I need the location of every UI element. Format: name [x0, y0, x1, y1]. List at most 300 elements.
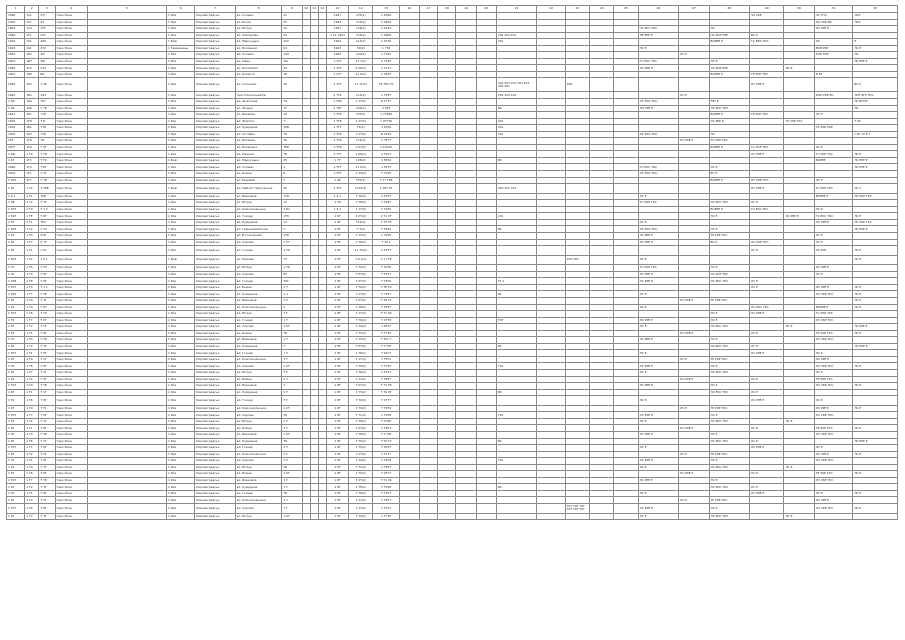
table-cell: 1 ТТТ — [326, 184, 348, 194]
table-cell: 1 Т0 — [7, 337, 25, 344]
table-cell: ЛС Е — [814, 370, 852, 377]
table-cell: ЛС Е — [814, 271, 852, 278]
table-cell: 1002 — [7, 19, 25, 26]
table-cell: 1 Ров — [166, 105, 194, 112]
table-cell: 203 203 — [565, 255, 589, 265]
table-cell: Герк Рона — [55, 304, 87, 311]
table-cell: Кировоградськ — [195, 317, 236, 324]
table-cell: 1 6Т — [7, 184, 25, 194]
table-cell: 1 Т0 — [7, 271, 25, 278]
table-cell: 1 Т — [282, 418, 302, 425]
table-cell — [679, 184, 709, 194]
table-cell: 1 Т5(2) — [349, 337, 373, 344]
table-cell: ЛС Е — [750, 438, 784, 445]
table-cell: ЛЕ ЕРЕ Е — [638, 32, 679, 39]
table-cell: 1 Т1 — [25, 389, 39, 396]
table-cell: 1 Т0 — [25, 233, 39, 240]
table-row — [7, 184, 898, 194]
column-header: 30 — [784, 6, 814, 13]
table-cell: 1 Т9(2) — [349, 458, 373, 465]
table-cell: 1Т8 — [25, 144, 39, 151]
table-cell: 406 — [39, 39, 55, 46]
table-cell: вл. Сирічик — [235, 324, 282, 331]
table-cell: 1 29(2) — [349, 171, 373, 178]
table-cell: Т2Т(2) — [349, 112, 373, 119]
table-cell: 1 Ров — [166, 396, 194, 406]
table-cell: ЛС РРЕ Е — [750, 151, 784, 158]
table-cell: 1 Т — [282, 389, 302, 396]
table-cell: ЛС ЕКС ТКС — [709, 105, 750, 112]
table-cell — [496, 513, 537, 520]
column-header: 19 — [456, 6, 476, 13]
table-cell — [318, 255, 326, 265]
table-cell: Герк Рона — [55, 324, 87, 331]
table-cell: 1 8Т — [326, 317, 348, 324]
table-cell: Кировоградськ — [195, 278, 236, 285]
table-cell: Герк Рона — [55, 490, 87, 497]
table-cell: Герк Рона — [55, 311, 87, 318]
table-cell: вл. Гончар — [235, 445, 282, 452]
table-cell: 1 8 1(2) — [349, 255, 373, 265]
table-cell: 115(2) — [349, 92, 373, 99]
table-cell: Т07 — [39, 99, 55, 106]
table-cell — [537, 78, 565, 92]
table-cell: ЛС ЕКС ТКС — [638, 99, 679, 106]
table-cell: Герк Рона — [55, 131, 87, 138]
table-cell: 1002 — [7, 39, 25, 46]
table-cell: 1 Ров — [166, 138, 194, 145]
table-cell: вл. В.Гончарний — [235, 233, 282, 240]
table-cell: Т 1Т(2) — [349, 311, 373, 318]
table-cell: 1 8Т2Т — [373, 324, 399, 331]
table-cell: вл. Бомен — [235, 284, 282, 291]
table-cell: 1 Т2 — [25, 451, 39, 458]
table-cell: Т Т0Т6 — [373, 418, 399, 425]
table-cell — [853, 396, 898, 406]
column-header: 2 — [25, 6, 39, 13]
table-cell — [456, 513, 476, 520]
table-cell — [537, 513, 565, 520]
table-cell: 1 6Т — [7, 157, 25, 164]
table-cell: 1 1Т7 — [326, 71, 348, 78]
table-cell: 1 8Т — [326, 490, 348, 497]
table-cell: 1 7Т6 — [373, 45, 399, 52]
table-cell: 1 Ров — [166, 112, 194, 119]
table-cell: 1 Ров — [166, 363, 194, 370]
table-cell: 8Т — [282, 271, 302, 278]
table-cell: 111 — [25, 13, 39, 20]
table-body — [7, 6, 898, 520]
table-cell — [679, 513, 709, 520]
table-cell: вл. Кумрдана — [235, 484, 282, 491]
table-cell: Герк Рона — [55, 233, 87, 240]
table-cell — [399, 184, 419, 194]
column-header: 18 — [438, 6, 456, 13]
table-cell: Т Т8Т1 — [373, 425, 399, 432]
table-cell: Т ТЕ Т6 — [373, 284, 399, 291]
column-header: 31 — [814, 6, 852, 13]
table-cell: ЛС Е — [709, 337, 750, 344]
table-cell: 1 0739 — [373, 39, 399, 46]
table-cell: 1 8Т — [326, 477, 348, 484]
table-cell: ЛС Е — [709, 213, 750, 220]
table-cell: 1 Ров — [166, 92, 194, 99]
table-cell: 7 Т8 — [39, 151, 55, 158]
table-cell — [310, 78, 318, 92]
column-header: 5 — [87, 6, 166, 13]
table-cell — [537, 255, 565, 265]
table-cell: ЛС Е — [638, 513, 679, 520]
table-cell: Герк Рона — [55, 513, 87, 520]
table-cell: ЛС Т — [853, 184, 898, 194]
table-cell: Т 5Т(2) — [349, 278, 373, 285]
table-cell: Т 1 Т6Т — [373, 343, 399, 350]
table-cell: Кировоградськ — [195, 291, 236, 298]
table-cell — [438, 255, 456, 265]
table-cell: 1 Ров — [166, 239, 194, 246]
table-cell: Кировоградськ — [195, 226, 236, 233]
table-cell: Т 0Т — [39, 471, 55, 478]
table-cell: Т 1Т — [39, 513, 55, 520]
table-cell: 1 Т2 — [25, 184, 39, 194]
table-cell: 1 Т0 — [25, 271, 39, 278]
table-cell: Т 0Т — [39, 317, 55, 324]
table-cell: ЛС Е — [814, 112, 852, 119]
table-cell: 1 Ров — [166, 477, 194, 484]
table-cell: Т 0Т — [39, 376, 55, 383]
table-cell: 1 Ров — [166, 490, 194, 497]
table-cell: вл. Кімпецова — [235, 32, 282, 39]
table-cell: 1 Т0Т — [7, 477, 25, 484]
table-cell: 1 0Т(2) — [349, 213, 373, 220]
table-cell: Кировоградськ — [195, 356, 236, 363]
table-cell: Кировоградськ — [195, 138, 236, 145]
table-cell: Т 0Т7Т — [373, 471, 399, 478]
table-cell — [784, 246, 814, 256]
table-cell: 1 Ров — [166, 246, 194, 256]
table-cell: Т 0Т — [39, 330, 55, 337]
table-cell: 1 Ров — [166, 451, 194, 458]
table-cell: 1 Т8(2) — [349, 350, 373, 357]
table-cell: вл. Сирічик — [235, 412, 282, 419]
table-cell: 1 8Т — [326, 239, 348, 246]
table-cell: 1 8Т — [326, 226, 348, 233]
table-cell: Кировоградськ — [195, 484, 236, 491]
table-cell: ЛС ЕКС ТКС — [709, 343, 750, 350]
table-cell: 163 — [25, 78, 39, 92]
table-cell — [438, 78, 456, 92]
table-cell: ЛС Е — [853, 490, 898, 497]
column-header: 4 — [55, 6, 87, 13]
table-cell: 1 8Т — [326, 271, 348, 278]
table-cell: ТЕ УКЕ ТКС — [709, 497, 750, 504]
table-cell: 1 Т1 — [25, 219, 39, 226]
table-cell: ЛС Е — [853, 471, 898, 478]
table-cell: 1 6 1 — [7, 193, 25, 200]
table-cell — [420, 396, 438, 406]
column-header: 14 — [349, 6, 373, 13]
table-cell: Т01 — [496, 363, 537, 370]
table-cell: 1 0Т — [282, 471, 302, 478]
table-cell: Т Т(2) — [349, 226, 373, 233]
table-cell: 1 Т7 — [25, 412, 39, 419]
table-cell: вл. Вишняків — [235, 337, 282, 344]
table-cell: 139(2) — [349, 105, 373, 112]
table-cell: Т 3Т7Т — [373, 138, 399, 145]
table-cell: ЛС ЕКС ТКС — [709, 389, 750, 396]
table-cell: ЛС Е — [784, 418, 814, 425]
table-cell: Кировоградськ — [195, 52, 236, 59]
table-cell: вл. Гончар — [235, 490, 282, 497]
table-cell: Герк Рона — [55, 497, 87, 504]
table-cell: Кировоградськ — [195, 105, 236, 112]
column-header: 27 — [679, 6, 709, 13]
table-cell: 1 Т0 — [25, 284, 39, 291]
table-cell: 204 203 201 204 203 204 201 — [496, 78, 537, 92]
table-cell: 1Т — [282, 200, 302, 207]
table-cell: 1 8Т — [326, 311, 348, 318]
table-cell: ВС Е — [853, 78, 898, 92]
table-cell — [399, 246, 419, 256]
table-cell: 1612 — [7, 112, 25, 119]
table-cell: 1661 — [7, 52, 25, 59]
table-cell: 1 Ров — [166, 164, 194, 171]
table-cell: 1 8Т — [326, 246, 348, 256]
table-cell: 2 Т1 0Т — [373, 213, 399, 220]
table-cell: Т Т0 ТТ — [373, 438, 399, 445]
table-cell: вл. Кумрдана — [235, 389, 282, 396]
column-header: 21 — [496, 6, 537, 13]
table-cell: Т Т8Т7 — [373, 497, 399, 504]
table-cell: 1Т8 — [282, 213, 302, 220]
table-cell: Герк Рона — [55, 99, 87, 106]
table-cell: ЛС Е — [853, 151, 898, 158]
table-row — [7, 78, 898, 92]
table-cell — [399, 396, 419, 406]
table-cell: Кировоградськ — [195, 513, 236, 520]
table-cell: Т8 — [282, 464, 302, 471]
table-cell: ЛС ЕРЕ Е — [814, 26, 852, 33]
table-cell: ЛС — [814, 39, 852, 46]
table-cell: Кировоградськ — [195, 418, 236, 425]
table-cell: Т 0Т(2) — [349, 343, 373, 350]
table-cell: 1 1Т(2) — [349, 99, 373, 106]
column-header: 23 — [565, 6, 589, 13]
table-cell: ЛС Е — [638, 291, 679, 298]
table-cell: ТЕ УКЕ ТКС — [709, 356, 750, 363]
table-cell: ЛС УКЕ ТКС — [814, 383, 852, 390]
table-cell: 1 Ров — [166, 438, 194, 445]
table-cell: 1 Ров — [166, 405, 194, 412]
table-cell — [709, 396, 750, 406]
table-cell: 1 Т7Т0 — [373, 513, 399, 520]
table-cell: 1 Т6(2) — [349, 239, 373, 246]
table-cell: вл. Майорт Прохорська — [235, 184, 282, 194]
table-cell: Т Т — [282, 356, 302, 363]
table-cell: 1 Ров — [166, 58, 194, 65]
table-cell: вл. Колюгіл — [235, 71, 282, 78]
table-cell: 1 8Т — [326, 304, 348, 311]
table-cell — [420, 513, 438, 520]
table-cell: вл. Січовик — [235, 52, 282, 59]
table-cell: 1 Т7 — [25, 291, 39, 298]
table-cell: Т 7Т9Т — [373, 291, 399, 298]
table-cell: ЛС Е — [784, 513, 814, 520]
table-cell: Т Т3 — [39, 265, 55, 272]
table-cell — [456, 184, 476, 194]
table-cell — [310, 255, 318, 265]
column-header: 26 — [638, 6, 679, 13]
table-cell: 1 Т1 — [25, 425, 39, 432]
table-cell: Кировоградськ — [195, 65, 236, 72]
table-cell — [438, 246, 456, 256]
table-cell: ЛС Е — [853, 363, 898, 370]
table-cell: Т Т9Т0 — [373, 405, 399, 412]
table-cell: ВС — [496, 226, 537, 233]
table-cell: вл. Жовтне — [235, 118, 282, 125]
table-cell: 1 2229 — [373, 26, 399, 33]
table-cell — [590, 513, 614, 520]
table-cell: 1 8 1 — [326, 193, 348, 200]
table-cell: Кировоградськ — [195, 363, 236, 370]
table-cell: Т1 1Т(2) — [349, 78, 373, 92]
table-cell — [537, 184, 565, 194]
table-cell — [476, 504, 496, 514]
table-cell: 1602 — [7, 131, 25, 138]
table-cell: 1ТЕ — [7, 138, 25, 145]
table-cell: 1 8Т — [326, 445, 348, 452]
table-cell: вл. Кумрдана — [235, 343, 282, 350]
table-cell: ЛС Е — [638, 350, 679, 357]
table-cell: 1 Ров — [166, 484, 194, 491]
table-cell: 1 6Т29 — [373, 125, 399, 132]
column-header: 3 — [39, 6, 55, 13]
table-cell: КОЕ УКЕ — [814, 52, 852, 59]
table-cell: 13Б(2) — [349, 157, 373, 164]
table-cell: Герк Рона — [55, 144, 87, 151]
table-cell: 1 Т0 — [25, 432, 39, 439]
table-cell: ЛС Е — [853, 45, 898, 52]
table-cell — [310, 396, 318, 406]
table-cell: 1 Т1(2) — [349, 497, 373, 504]
table-cell: Т 0Т — [39, 271, 55, 278]
table-cell: Т Т1 — [39, 451, 55, 458]
table-cell: 1 Ров — [166, 504, 194, 514]
table-cell: 1 Ров — [166, 200, 194, 207]
table-cell: ЛС Е — [814, 233, 852, 240]
table-cell: ТК УКЕ — [814, 246, 852, 256]
table-cell — [302, 246, 310, 256]
table-cell — [614, 396, 638, 406]
table-cell: ЛС Е — [750, 425, 784, 432]
table-cell: 1 Т6(2) — [349, 200, 373, 207]
table-cell: 1 Т0 — [25, 206, 39, 213]
table-cell: 1 0909 — [373, 32, 399, 39]
table-cell: ВОРЕЕ Е — [709, 71, 750, 78]
table-cell — [814, 255, 852, 265]
table-cell: Т Т6 0Т — [373, 389, 399, 396]
table-cell: 1 Т1 — [25, 350, 39, 357]
table-cell: 116(2) — [349, 32, 373, 39]
table-cell: 1 8Т — [326, 383, 348, 390]
table-cell: вл. Рівне — [235, 58, 282, 65]
table-cell: ЛС РРЕ Е — [814, 451, 852, 458]
table-cell: 1 6Б — [7, 200, 25, 207]
table-cell: Кировоградськ — [195, 193, 236, 200]
table-cell: просп.Космонавтів — [235, 92, 282, 99]
table-cell: ВОРЕЕ Е — [709, 112, 750, 119]
table-cell: Т01 — [496, 131, 537, 138]
table-cell: ЛС Е — [709, 477, 750, 484]
table-cell: 1 1ТТ — [326, 78, 348, 92]
table-cell: 118(2) — [349, 26, 373, 33]
table-cell: ЛС Е — [853, 284, 898, 291]
table-cell: Т 0Т8Т — [373, 376, 399, 383]
table-cell: ЛС Е — [638, 418, 679, 425]
table-cell: 1 Т1 — [25, 458, 39, 465]
table-cell: Кировоградськ — [195, 246, 236, 256]
table-cell: ЛС ЕКС ТКС — [709, 324, 750, 331]
table-cell: 120(2) — [349, 52, 373, 59]
table-cell: 1 Т3 — [39, 226, 55, 233]
table-cell: 1 — [282, 164, 302, 171]
table-cell: 1 Т9(2) — [349, 405, 373, 412]
table-cell: Т 0Т1Т — [373, 350, 399, 357]
table-cell: 1 8Т — [326, 324, 348, 331]
table-cell: ЛС Е — [814, 144, 852, 151]
table-cell: 80 — [282, 184, 302, 194]
table-cell: ЛС Е — [750, 471, 784, 478]
table-cell: ЛС РРЕ Е — [679, 330, 709, 337]
table-cell: 1 Т0 — [25, 337, 39, 344]
table-cell: 1 8Т — [326, 389, 348, 396]
column-header: 15 — [373, 6, 399, 13]
table-cell: 1 8Т — [326, 298, 348, 305]
table-cell — [496, 396, 537, 406]
table-cell: Т 0Т — [39, 425, 55, 432]
table-cell: 2 9Т9 — [373, 105, 399, 112]
table-cell: 1 Т6 — [25, 396, 39, 406]
table-cell: 1 Т0(2) — [349, 445, 373, 452]
table-cell: 1 Ров — [166, 78, 194, 92]
column-header: 24 — [590, 6, 614, 13]
table-cell: ТЕ УКЕ ТКС — [814, 330, 852, 337]
table-cell — [679, 78, 709, 92]
table-cell: Кировоградськ — [195, 112, 236, 119]
table-cell: ТЕ УКЕ ТКС — [814, 471, 852, 478]
table-cell: ЛС Е — [853, 255, 898, 265]
table-cell: Т Т — [282, 311, 302, 318]
table-cell: Т 1Т — [39, 356, 55, 363]
table-cell: вл. Різниця — [235, 151, 282, 158]
table-cell: 1 6Т — [7, 233, 25, 240]
table-cell: Кировоградськ — [195, 13, 236, 20]
table-cell: ЛС Е — [750, 246, 784, 256]
table-cell: ЛС Е — [853, 213, 898, 220]
table-cell: 1 0Т — [282, 405, 302, 412]
table-cell: КОЕ УКЕ ВС — [814, 92, 852, 99]
table-cell: 54 — [282, 45, 302, 52]
table-cell: ЛС УКЕ ТКС — [853, 193, 898, 200]
table-cell: Герк Рона — [55, 350, 87, 357]
table-cell: Т 1 1 — [39, 284, 55, 291]
table-cell: ЛС Е — [814, 350, 852, 357]
table-cell — [302, 255, 310, 265]
table-cell: ЧС ЕКС ТКС — [638, 26, 679, 33]
table-cell: Кировоградськ — [195, 71, 236, 78]
table-cell: ЛС РРЕ Е — [750, 350, 784, 357]
table-cell: Т 0Т — [39, 412, 55, 419]
